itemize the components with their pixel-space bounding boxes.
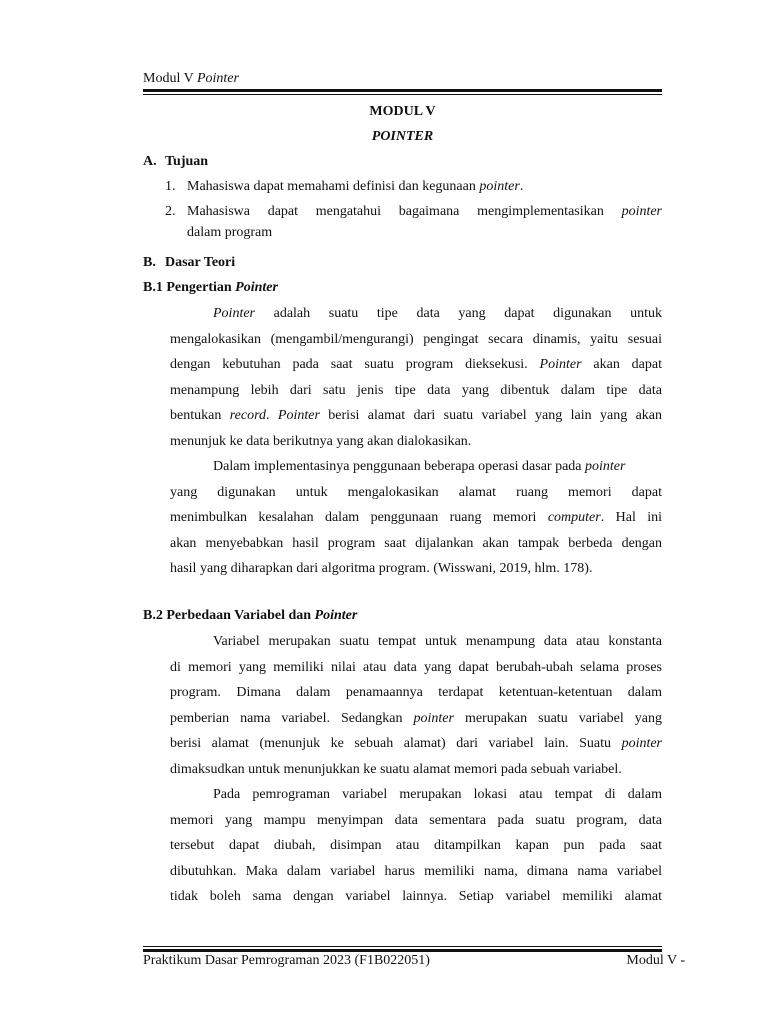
section-a-heading: A. Tujuan bbox=[143, 154, 209, 169]
running-header bbox=[143, 71, 239, 87]
footer-rule-thick bbox=[143, 949, 662, 952]
section-b-heading: B. Dasar Teori bbox=[143, 255, 236, 270]
b1-paragraph-2: Dalam implementasinya penggunaan beberapa operasi dasar pada pointer yang digunakan untuk mengalokasikan alamat ruang memori dapat menimbulkan kesalahan dalam penggunaan ruang memori computer. Hal ini akan menyebabkan hasil program saat dijalankan akan tampak berbeda dengan hasil yang diharapkan dari algoritma program. (Wisswani, 2019, hlm. 178). bbox=[170, 459, 663, 576]
header-text: Modul V bbox=[143, 71, 194, 86]
header-italic: Pointer bbox=[196, 71, 239, 86]
b1-paragraph-1: Pointer adalah suatu tipe data yang dapat digunakan untuk mengalokasikan (mengambil/mengurangi) pengingat secara dinamis, yaitu sesuai dengan kebutuhan pada saat suatu program dieksekusi. Pointer akan dapat menampung lebih dari satu jenis tipe data yang dibentuk dalam tipe data bentukan record. Pointer berisi alamat dari suatu variabel yang lain yang akan menunjuk ke data berikutnya yang akan dialokasikan. bbox=[170, 306, 663, 449]
module-title: MODUL V bbox=[369, 104, 436, 119]
footer-rule-thin bbox=[143, 946, 662, 947]
b2-paragraph-1: Variabel merupakan suatu tempat untuk menampung data atau konstanta di memori yang memiliki nilai atau data yang dapat berubah-ubah selama proses program. Dimana dalam penamaannya terdapat ketentuan-ketentuan dalam pemberian nama variabel. Sedangkan pointer merupakan suatu variabel yang berisi alamat (menunjuk ke sebuah alamat) dari variabel lain. Suatu pointer dimaksudkan untuk menunjukkan ke suatu alamat memori pada sebuah variabel. bbox=[170, 634, 663, 777]
objective-item-2: 2. Mahasiswa dapat mengatahui bagaimana mengimplementasikan pointer dalam program bbox=[165, 204, 663, 240]
objective-item-1: 1. Mahasiswa dapat memahami definisi dan kegunaan pointer. bbox=[165, 179, 524, 194]
module-subtitle: POINTER bbox=[371, 129, 434, 144]
header-rule-thin bbox=[143, 94, 662, 95]
footer-left: Praktikum Dasar Pemrograman 2023 (F1B022051) bbox=[143, 953, 430, 968]
b1-heading: B.1 Pengertian Pointer bbox=[143, 280, 278, 295]
header-rule-thick bbox=[143, 89, 662, 92]
b2-heading: B.2 Perbedaan Variabel dan Pointer bbox=[143, 608, 358, 623]
footer-right: Modul V - bbox=[626, 953, 685, 968]
b2-paragraph-2: Pada pemrograman variabel merupakan lokasi atau tempat di dalam memori yang mampu menyimpan data sementara pada suatu program, data tersebut dapat diubah, disimpan atau ditampilkan kapan pun pada saat dibutuhkan. Maka dalam variabel harus memiliki nama, dimana nama variabel tidak boleh sama dengan variabel lainnya. Setiap variabel memiliki alamat bbox=[170, 787, 662, 904]
